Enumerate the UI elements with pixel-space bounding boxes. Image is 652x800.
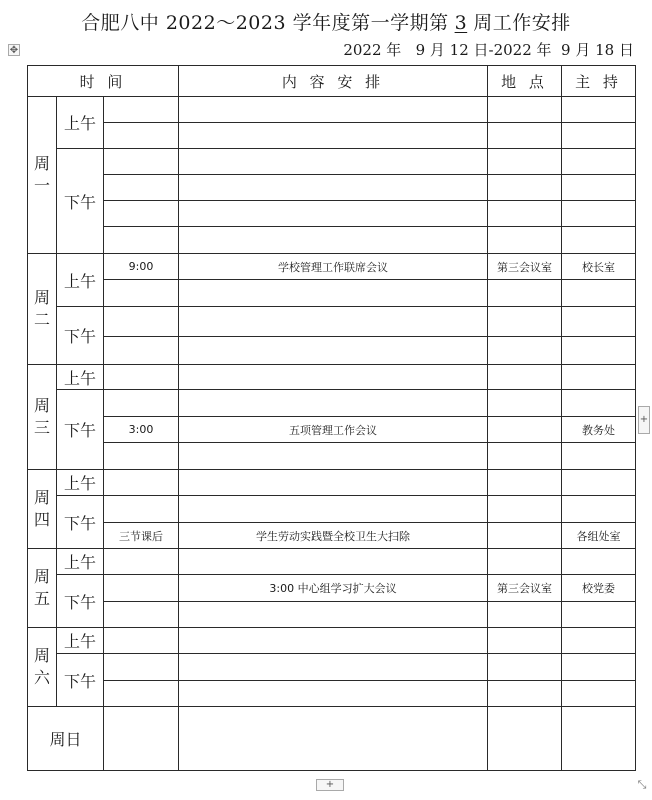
place-cell[interactable] bbox=[488, 365, 562, 390]
content-cell[interactable] bbox=[179, 97, 488, 123]
table-row bbox=[28, 365, 636, 390]
content-cell[interactable] bbox=[179, 280, 488, 307]
date-range: 2022 年 9 月 12 日-2022 年 9 月 18 日 bbox=[343, 41, 634, 59]
place-cell[interactable] bbox=[488, 602, 562, 628]
table-row bbox=[28, 523, 636, 549]
content-cell[interactable] bbox=[179, 443, 488, 470]
host-cell[interactable] bbox=[562, 654, 636, 681]
table-row bbox=[28, 227, 636, 254]
host-cell[interactable]: 各组处室 bbox=[562, 523, 636, 549]
day-label-tue: 周 二 bbox=[28, 254, 57, 365]
place-cell[interactable] bbox=[488, 390, 562, 417]
table-row bbox=[28, 443, 636, 470]
table-row bbox=[28, 97, 636, 123]
time-cell[interactable] bbox=[104, 307, 179, 337]
time-cell[interactable] bbox=[104, 549, 179, 575]
time-cell[interactable] bbox=[104, 365, 179, 390]
content-cell[interactable] bbox=[179, 175, 488, 201]
table-row bbox=[28, 417, 636, 443]
day-label-thu: 周 四 bbox=[28, 470, 57, 549]
table-row bbox=[28, 496, 636, 523]
content-cell[interactable] bbox=[179, 307, 488, 337]
table-row bbox=[28, 549, 636, 575]
host-cell[interactable] bbox=[562, 280, 636, 307]
time-cell[interactable] bbox=[104, 175, 179, 201]
place-cell[interactable] bbox=[488, 123, 562, 149]
host-cell[interactable] bbox=[562, 123, 636, 149]
table-resize-icon[interactable]: ⤡ bbox=[637, 778, 647, 791]
host-cell[interactable]: 教务处 bbox=[562, 417, 636, 443]
half-label-am: 上午 bbox=[57, 97, 104, 149]
half-label-pm: 下午 bbox=[57, 307, 104, 365]
host-cell[interactable] bbox=[562, 549, 636, 575]
add-row-icon[interactable]: + bbox=[316, 779, 344, 791]
time-cell[interactable] bbox=[104, 681, 179, 707]
place-cell[interactable] bbox=[488, 443, 562, 470]
place-cell[interactable] bbox=[488, 628, 562, 654]
half-label-am: 上午 bbox=[57, 549, 104, 575]
day-label-sat: 周 六 bbox=[28, 628, 57, 707]
time-cell[interactable]: 3:00 bbox=[104, 417, 179, 443]
content-cell[interactable] bbox=[179, 227, 488, 254]
content-cell[interactable] bbox=[179, 654, 488, 681]
content-cell[interactable]: 学校管理工作联席会议 bbox=[179, 254, 488, 280]
table-row bbox=[28, 681, 636, 707]
table-row bbox=[28, 337, 636, 365]
content-cell[interactable]: 学生劳动实践暨全校卫生大扫除 bbox=[179, 523, 488, 549]
time-cell[interactable]: 三节课后 bbox=[104, 523, 179, 549]
header-content: 内 容 安 排 bbox=[179, 66, 488, 97]
host-cell[interactable] bbox=[562, 628, 636, 654]
content-cell[interactable] bbox=[179, 496, 488, 523]
host-cell[interactable] bbox=[562, 227, 636, 254]
content-cell[interactable] bbox=[179, 123, 488, 149]
place-cell[interactable] bbox=[488, 654, 562, 681]
place-cell[interactable] bbox=[488, 337, 562, 365]
table-row bbox=[28, 654, 636, 681]
table-row bbox=[28, 254, 636, 280]
time-cell[interactable] bbox=[104, 470, 179, 496]
content-cell[interactable] bbox=[179, 602, 488, 628]
place-cell[interactable] bbox=[488, 149, 562, 175]
content-cell[interactable] bbox=[179, 201, 488, 227]
content-cell[interactable]: 五项管理工作会议 bbox=[179, 417, 488, 443]
half-label-pm: 下午 bbox=[57, 390, 104, 470]
host-cell[interactable] bbox=[562, 337, 636, 365]
time-cell[interactable] bbox=[104, 337, 179, 365]
time-cell[interactable] bbox=[104, 201, 179, 227]
place-cell[interactable] bbox=[488, 470, 562, 496]
place-cell[interactable] bbox=[488, 523, 562, 549]
time-cell[interactable] bbox=[104, 602, 179, 628]
table-move-handle-icon[interactable]: ✥ bbox=[9, 45, 19, 56]
place-cell[interactable] bbox=[488, 227, 562, 254]
table-row bbox=[28, 707, 636, 771]
day-label-wed: 周 三 bbox=[28, 365, 57, 470]
table-row bbox=[28, 390, 636, 417]
place-cell[interactable] bbox=[488, 307, 562, 337]
time-cell[interactable] bbox=[104, 390, 179, 417]
host-cell[interactable] bbox=[562, 390, 636, 417]
place-cell[interactable] bbox=[488, 681, 562, 707]
time-cell[interactable] bbox=[104, 280, 179, 307]
header-host: 主 持 bbox=[562, 66, 636, 97]
half-label-pm: 下午 bbox=[57, 575, 104, 628]
host-cell[interactable] bbox=[562, 681, 636, 707]
day-label-sun: 周日 bbox=[28, 707, 104, 771]
time-cell[interactable] bbox=[104, 149, 179, 175]
header-place: 地 点 bbox=[488, 66, 562, 97]
content-cell[interactable] bbox=[179, 390, 488, 417]
host-cell[interactable]: 校长室 bbox=[562, 254, 636, 280]
place-cell[interactable] bbox=[488, 417, 562, 443]
table-row bbox=[28, 175, 636, 201]
header-row bbox=[28, 66, 636, 97]
host-cell[interactable] bbox=[562, 365, 636, 390]
time-cell[interactable] bbox=[104, 227, 179, 254]
host-cell[interactable] bbox=[562, 97, 636, 123]
host-cell[interactable] bbox=[562, 307, 636, 337]
day-label-fri: 周 五 bbox=[28, 549, 57, 628]
place-cell[interactable] bbox=[488, 175, 562, 201]
host-cell[interactable] bbox=[562, 707, 636, 771]
time-cell[interactable] bbox=[104, 123, 179, 149]
table-row bbox=[28, 201, 636, 227]
content-cell[interactable] bbox=[179, 628, 488, 654]
host-cell[interactable] bbox=[562, 470, 636, 496]
place-cell[interactable] bbox=[488, 280, 562, 307]
place-cell[interactable] bbox=[488, 201, 562, 227]
content-cell[interactable] bbox=[179, 365, 488, 390]
host-cell[interactable] bbox=[562, 175, 636, 201]
header-time: 时 间 bbox=[28, 66, 179, 97]
host-cell[interactable] bbox=[562, 602, 636, 628]
half-label-pm: 下午 bbox=[57, 149, 104, 254]
time-cell[interactable] bbox=[104, 575, 179, 602]
time-cell[interactable] bbox=[104, 628, 179, 654]
content-cell[interactable] bbox=[179, 707, 488, 771]
time-cell[interactable] bbox=[104, 654, 179, 681]
place-cell[interactable] bbox=[488, 707, 562, 771]
content-cell[interactable] bbox=[179, 470, 488, 496]
half-label-am: 上午 bbox=[57, 628, 104, 654]
place-cell[interactable] bbox=[488, 496, 562, 523]
week-number: 3 bbox=[454, 12, 468, 34]
table-row bbox=[28, 602, 636, 628]
table-row bbox=[28, 575, 636, 602]
half-label-am: 上午 bbox=[57, 365, 104, 390]
content-cell[interactable] bbox=[179, 149, 488, 175]
table-row bbox=[28, 470, 636, 496]
place-cell[interactable]: 第三会议室 bbox=[488, 575, 562, 602]
time-cell[interactable] bbox=[104, 97, 179, 123]
host-cell[interactable] bbox=[562, 496, 636, 523]
half-label-pm: 下午 bbox=[57, 496, 104, 549]
time-cell[interactable]: 9:00 bbox=[104, 254, 179, 280]
place-cell[interactable] bbox=[488, 549, 562, 575]
half-label-am: 上午 bbox=[57, 470, 104, 496]
table-row bbox=[28, 149, 636, 175]
content-cell[interactable] bbox=[179, 681, 488, 707]
time-cell[interactable] bbox=[104, 443, 179, 470]
add-column-icon[interactable]: + bbox=[638, 406, 650, 434]
half-label-pm: 下午 bbox=[57, 654, 104, 707]
schedule-table bbox=[27, 65, 636, 771]
table-row bbox=[28, 307, 636, 337]
title-prefix: 合肥八中 2022～2023 学年度第一学期第 bbox=[81, 12, 449, 34]
title-suffix: 周工作安排 bbox=[473, 12, 571, 34]
place-cell[interactable]: 第三会议室 bbox=[488, 254, 562, 280]
time-cell[interactable] bbox=[104, 707, 179, 771]
table-row bbox=[28, 280, 636, 307]
half-label-am: 上午 bbox=[57, 254, 104, 307]
content-cell[interactable] bbox=[179, 549, 488, 575]
table-row bbox=[28, 123, 636, 149]
host-cell[interactable] bbox=[562, 443, 636, 470]
place-cell[interactable] bbox=[488, 97, 562, 123]
day-label-mon: 周 一 bbox=[28, 97, 57, 254]
content-cell[interactable] bbox=[179, 337, 488, 365]
page-title bbox=[0, 8, 652, 35]
content-cell[interactable]: 3:00 中心组学习扩大会议 bbox=[179, 575, 488, 602]
host-cell[interactable] bbox=[562, 149, 636, 175]
host-cell[interactable]: 校党委 bbox=[562, 575, 636, 602]
host-cell[interactable] bbox=[562, 201, 636, 227]
table-row bbox=[28, 628, 636, 654]
time-cell[interactable] bbox=[104, 496, 179, 523]
